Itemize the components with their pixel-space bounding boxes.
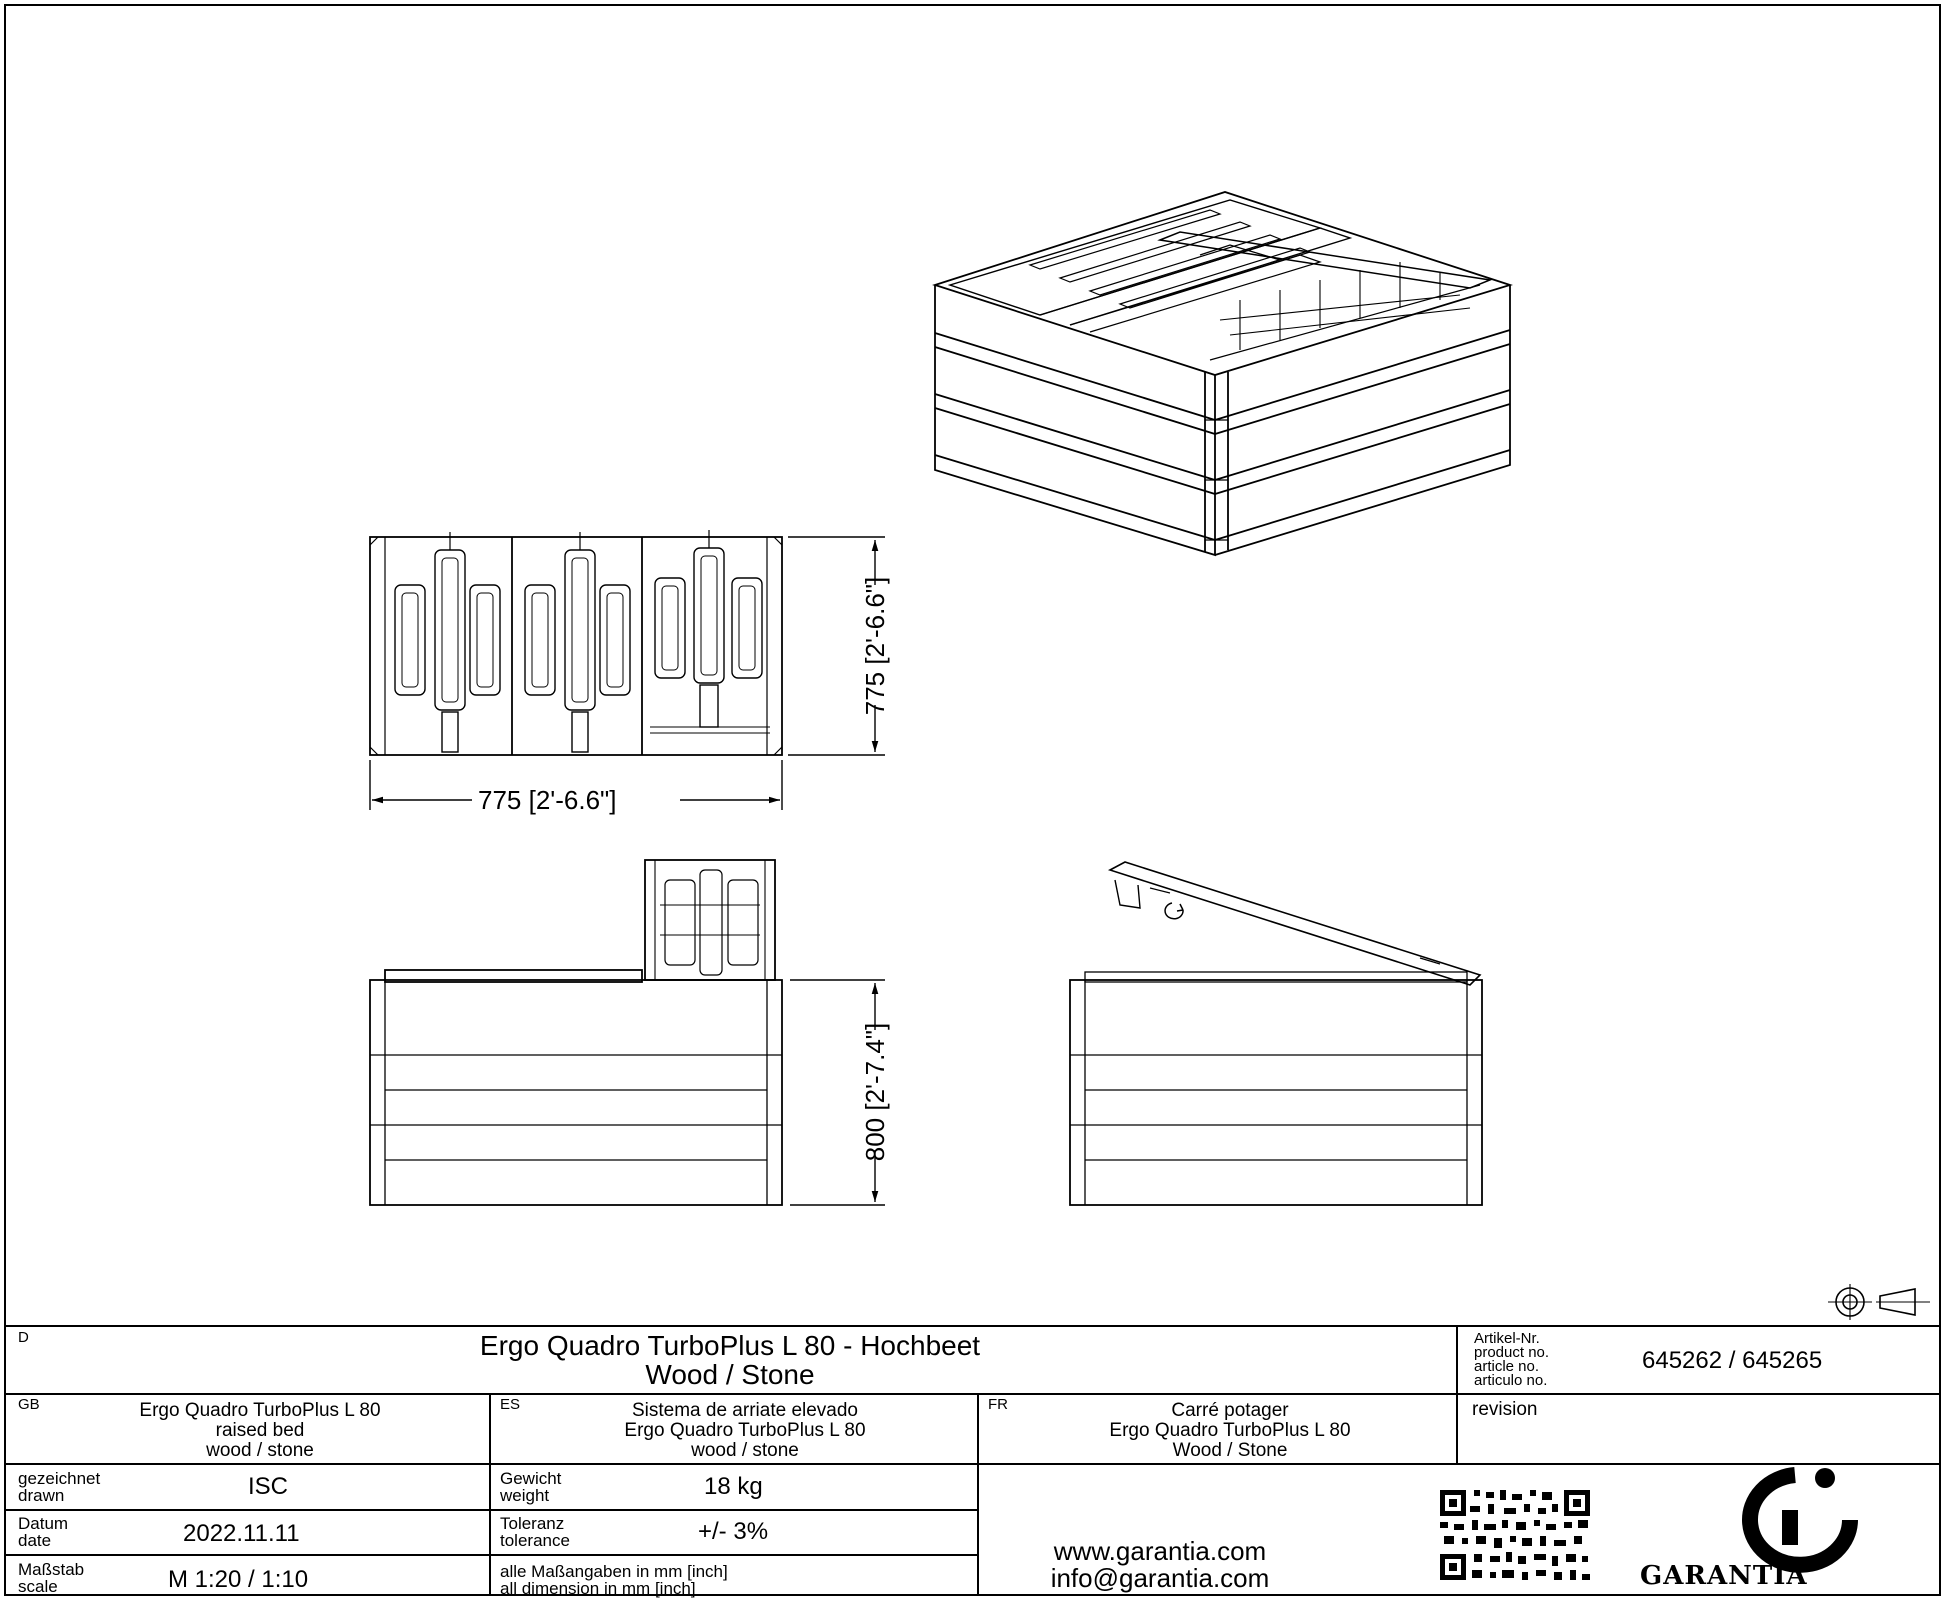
- article-label-4: articulo no.: [1474, 1372, 1548, 1389]
- website-link[interactable]: www.garantia.com: [1053, 1536, 1267, 1566]
- es-line-2: Ergo Quadro TurboPlus L 80: [624, 1420, 866, 1441]
- es-line-3: wood / stone: [691, 1440, 799, 1461]
- top-width-dimension: 775 [2'-6.6"]: [478, 785, 617, 815]
- gb-code: GB: [18, 1396, 40, 1413]
- email-link[interactable]: info@garantia.com: [1050, 1563, 1270, 1593]
- tolerance-label-en: tolerance: [500, 1531, 570, 1550]
- drawn-value: ISC: [248, 1473, 289, 1500]
- units-note-de: alle Maßangaben in mm [inch]: [500, 1562, 728, 1581]
- gb-line-3: wood / stone: [206, 1440, 314, 1461]
- corner-letter: D: [18, 1329, 29, 1346]
- top-depth-dimension: 775 [2'-6.6"]: [860, 576, 890, 716]
- title-line-1: Ergo Quadro TurboPlus L 80 - Hochbeet: [479, 1330, 981, 1361]
- article-label-3: article no.: [1474, 1358, 1540, 1375]
- drawn-label-en: drawn: [18, 1486, 65, 1505]
- es-line-1: Sistema de arriate elevado: [631, 1400, 858, 1421]
- fr-line-1: Carré potager: [1171, 1400, 1289, 1421]
- projection-symbol-icon: [1828, 1284, 1930, 1320]
- isometric-view: [935, 192, 1510, 555]
- revision-label: revision: [1472, 1399, 1538, 1420]
- tolerance-value: +/- 3%: [698, 1518, 769, 1545]
- title-line-2: Wood / Stone: [645, 1359, 815, 1390]
- front-view: [370, 860, 885, 1205]
- gb-line-2: raised bed: [215, 1420, 305, 1441]
- weight-label-en: weight: [500, 1486, 550, 1505]
- scale-value: M 1:20 / 1:10: [168, 1566, 309, 1593]
- fr-line-3: Wood / Stone: [1172, 1440, 1288, 1461]
- scale-label-de: Maßstab: [18, 1560, 85, 1579]
- front-height-dimension: 800 [2'-7.4"]: [860, 1022, 890, 1162]
- drawn-label-de: gezeichnet: [18, 1469, 101, 1488]
- qr-code-icon: [1440, 1490, 1590, 1580]
- article-label-2: product no.: [1474, 1344, 1550, 1361]
- date-label-de: Datum: [18, 1514, 69, 1533]
- side-view: [1070, 862, 1482, 1205]
- gb-line-1: Ergo Quadro TurboPlus L 80: [139, 1400, 381, 1421]
- article-number: 645262 / 645265: [1642, 1347, 1823, 1374]
- weight-value: 18 kg: [704, 1473, 763, 1500]
- garantia-logo-icon: [1750, 1468, 1850, 1565]
- fr-code: FR: [988, 1396, 1008, 1413]
- tolerance-label-de: Toleranz: [500, 1514, 565, 1533]
- date-value: 2022.11.11: [183, 1520, 300, 1547]
- units-note-en: all dimension in mm [inch]: [500, 1579, 696, 1598]
- es-code: ES: [500, 1396, 521, 1413]
- article-label-1: Artikel-Nr.: [1474, 1330, 1540, 1347]
- rotate-arrow-icon: [1165, 903, 1183, 919]
- scale-label-en: scale: [18, 1577, 58, 1596]
- brand-name: GARANTIA: [1640, 1561, 1808, 1591]
- date-label-en: date: [18, 1531, 52, 1550]
- fr-line-2: Ergo Quadro TurboPlus L 80: [1109, 1420, 1351, 1441]
- top-view: [370, 530, 885, 810]
- weight-label-de: Gewicht: [500, 1469, 562, 1488]
